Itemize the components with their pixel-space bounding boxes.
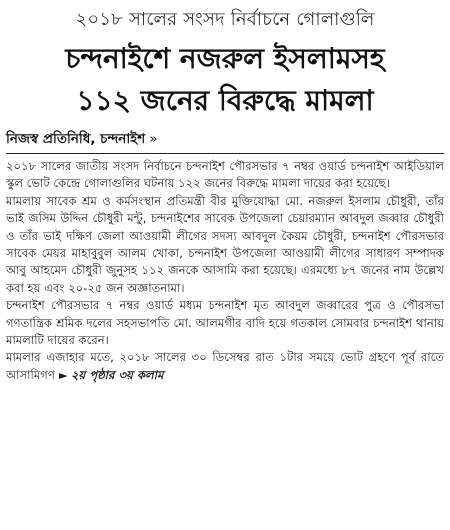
paragraph-2: মামলায় সাবেক শ্রম ও কর্মসংস্থান প্রতিমন্ত্রী বীর মুক্তিযোদ্ধা মো. নজরুল ইসলাম চৌধুরী, তাঁর ভাই জসিম উদ্দিন চৌধুরী মন্টু, চন্দনাইশের সাবেক উপজেলা চেয়ারম্যান আবদুল জব্বার চৌধুরী ও তাঁর ভাই দক্ষিণ জেলা আওয়ামী লীগের সদস্য আবদুল কৈয়ম চৌধুরী, চন্দনাইশ পৌরসভার সাবেক মেয়র মাহাবুবুল আলম খোকা, চন্দনাইশ উপজেলা আওয়ামী লীগের সাধারণ সম্পাদক আবু আহমেদ চৌধুরী জুনুসহ ১১২ জনকে আসামি করা হয়েছে। এরমধ্যে ৮৭ জনের নাম উল্লেখ করা হয় এবং ২০-২৫ জন অজ্ঞাতনামা। [6, 193, 444, 295]
byline-text: নিজস্ব প্রতিনিধি, চন্দনাইশ [6, 131, 146, 147]
article-body [6, 158, 444, 384]
kicker: ২০১৮ সালের সংসদ নির্বাচনে গোলাগুলি [75, 9, 375, 30]
paragraph-3: চন্দনাইশ পৌরসভার ৭ নম্বর ওয়ার্ড মধ্যম চন্দনাইশ মৃত আবদুল জব্বারের পুত্র ও পৌরসভা গণতান্ত্রিক শ্রমিক দলের সহসভাপতি মো. আলমগীর বাদি হয়ে গতকাল সোমবার চন্দনাইশ থানায় মামলাটি দায়ের করেন। [6, 298, 444, 348]
headline-line-2: ১১২ জনের বিরুদ্ধে মামলা [76, 84, 374, 117]
paragraph-4 [6, 349, 444, 384]
byline [6, 130, 444, 148]
paragraph-1: ২০১৮ সালের জাতীয় সংসদ নির্বাচনে চন্দনাইশ পৌরসভার ৭ নম্বর ওয়ার্ড চন্দনাইশ আইডিয়াল স্কুল ভোট কেন্দ্রে গোলাগুলির ঘটনায় ১২২ জনের বিরুদ্ধে মামলা দায়ের করা হয়েছে। [6, 159, 444, 191]
headline-line-1: চন্দনাইশে নজরুল ইসলামসহ [65, 42, 385, 75]
arrow-right-icon: ► [58, 367, 68, 382]
byline-chevron-icon: » [149, 131, 158, 147]
paragraph-4-text: মামলার এজাহার মতে, ২০১৮ সালের ৩০ ডিসেম্বর রাত ১টার সময়ে ভোট গ্রহণে পূর্ব রাতে আসামিগণ [6, 350, 444, 382]
newspaper-clipping [0, 8, 450, 530]
divider [6, 153, 444, 154]
headline [6, 38, 444, 122]
continuation-jump [59, 368, 163, 382]
continuation-label: ২য় পৃষ্ঠার ৩য় কলাম [70, 367, 164, 382]
